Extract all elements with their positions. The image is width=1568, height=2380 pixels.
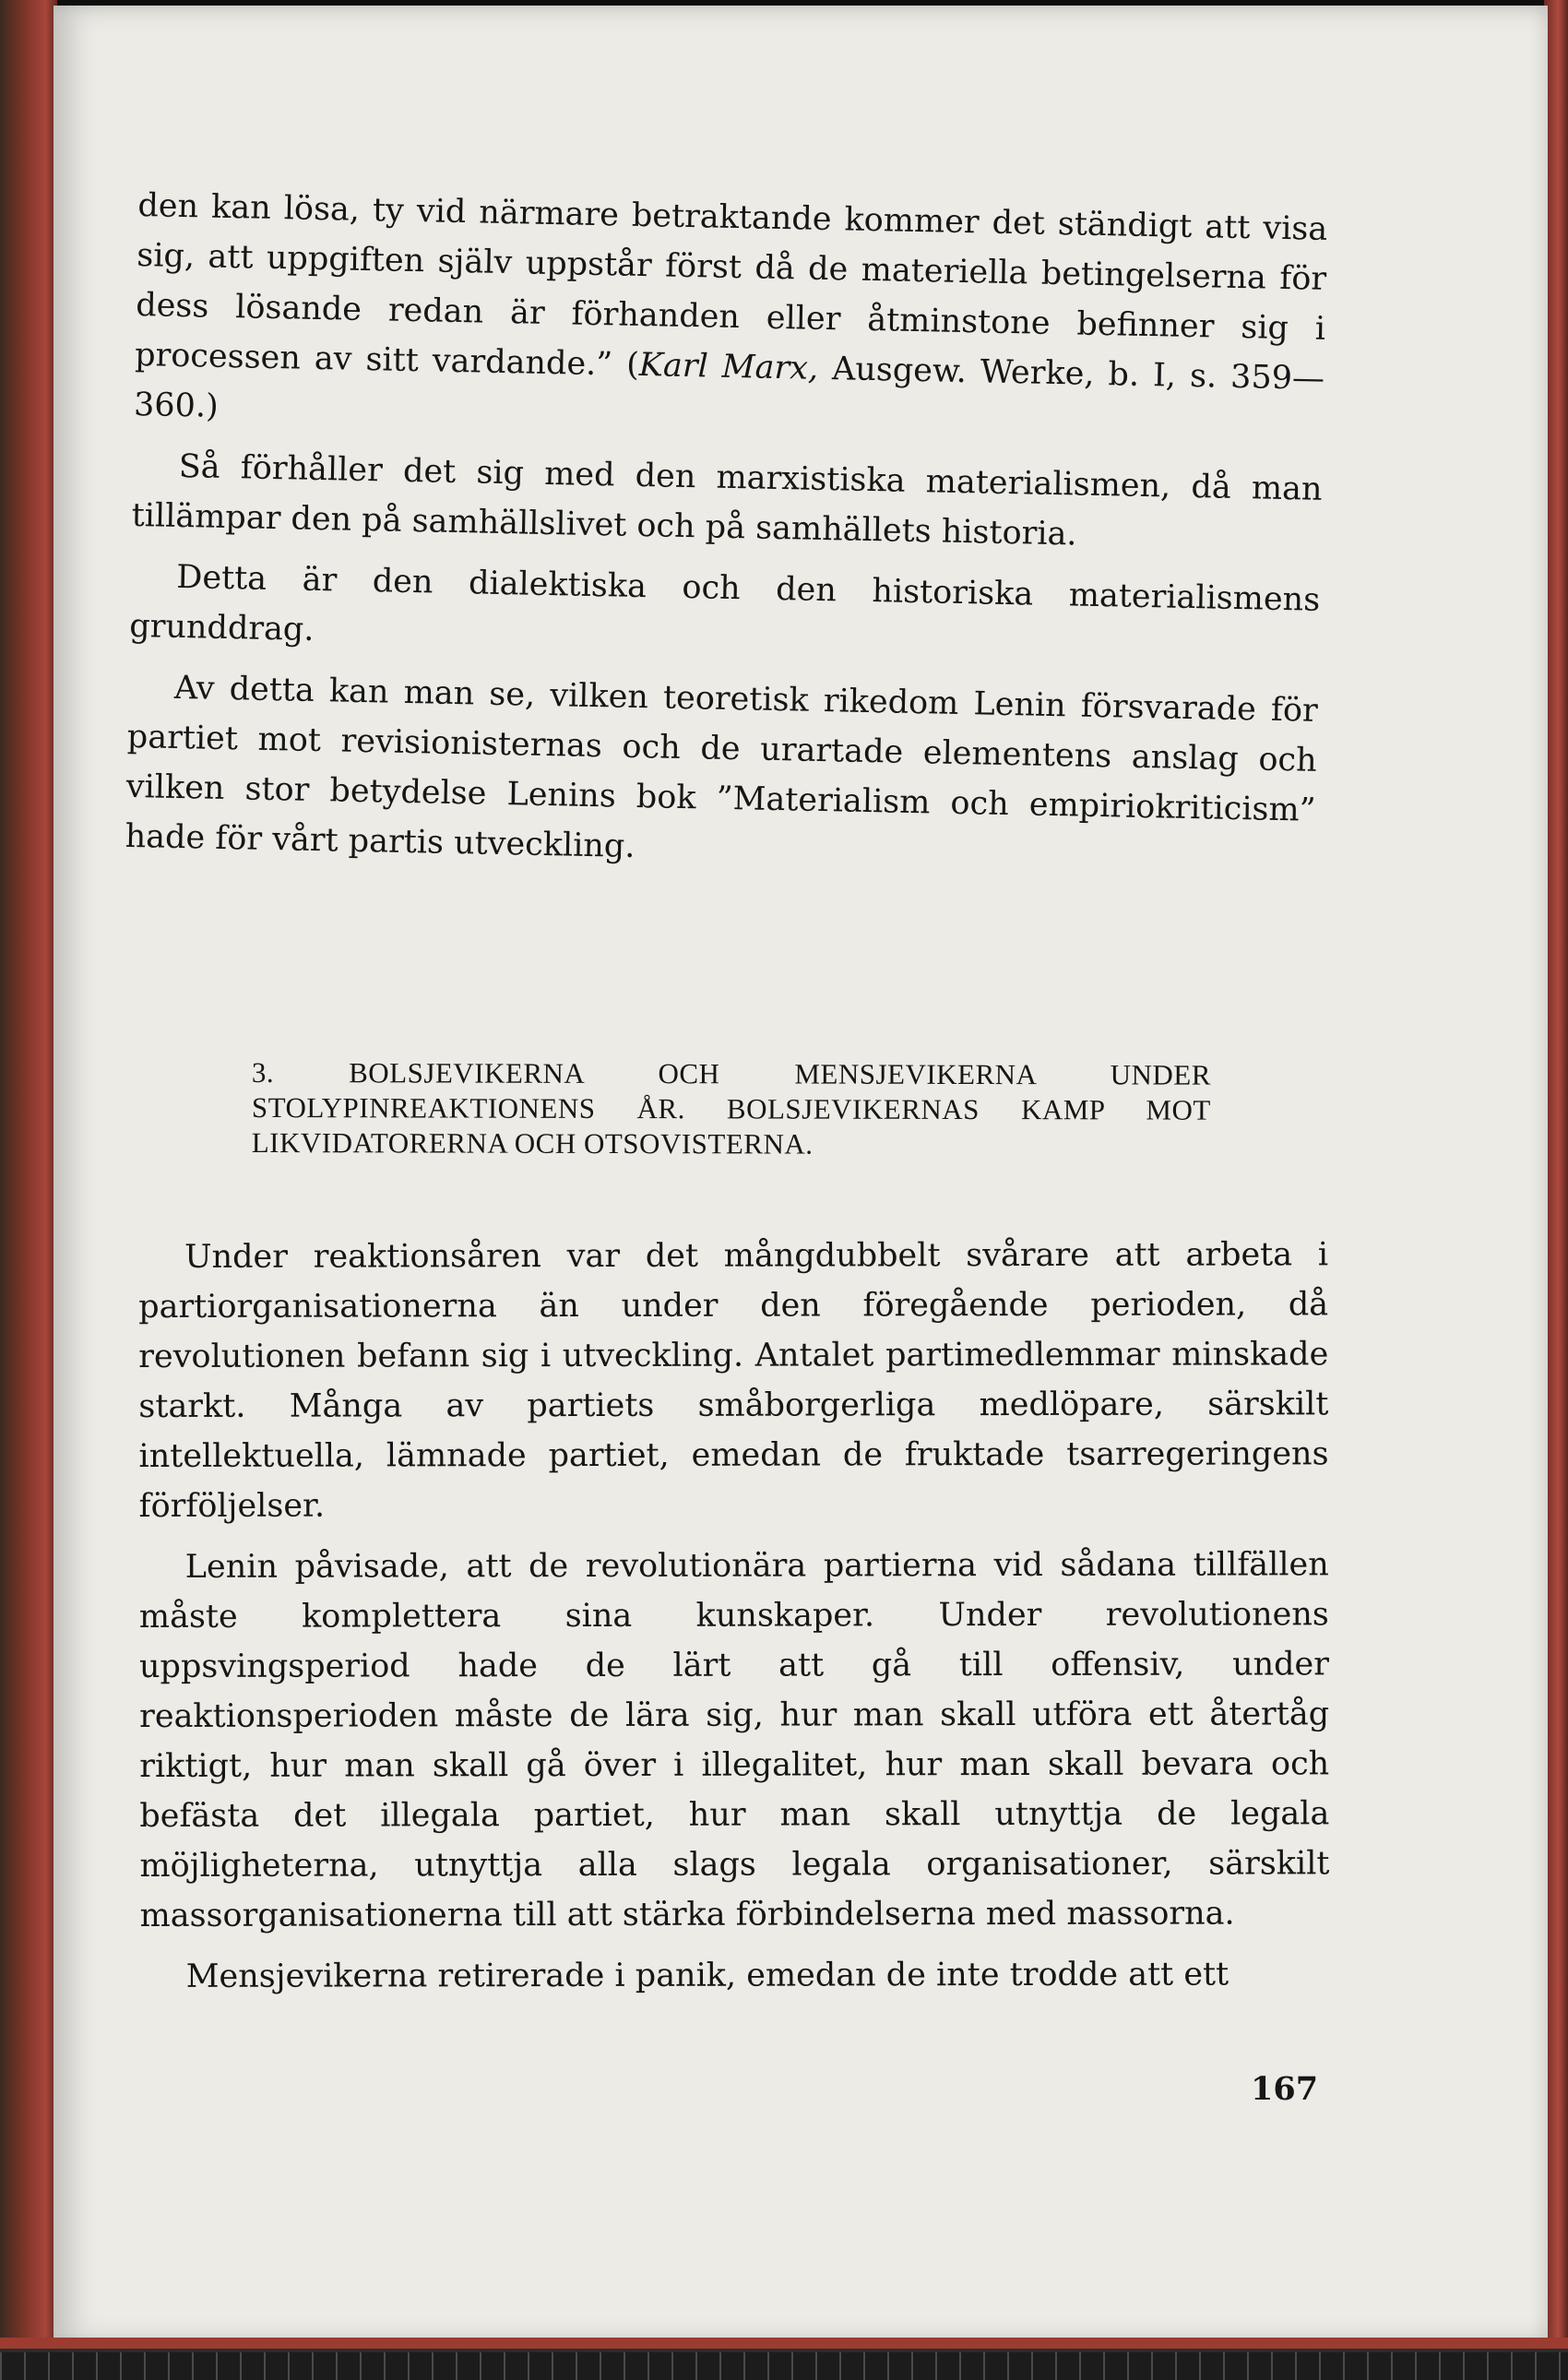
paragraph-main-features: Detta är den dialektiska och den historiska materialismens grunddrag. [128, 558, 1321, 649]
cover-red-line [0, 2338, 1568, 2349]
paragraph-marxist-materialism: Så förhåller det sig med den marxistiska materialismen, då man tillämpar den på samhällslivet och på samhällets historia. [131, 447, 1323, 553]
book-cover-left-edge [0, 0, 57, 2380]
scale-ruler [0, 2352, 1568, 2380]
paragraph-lenin-tasks: Lenin påvisade, att de revolutionära partierna vid sådana tillfällen måste komplettera sina kunskaper. Under revolutionens uppsvingsperiod hade de lärt att gå till offensiv, under reaktionsperioden måste de lära sig, hur man skall utföra ett återtåg riktigt, hur man skall gå över i illegalitet, hur man skall bevara och befästa det illegala partiet, hur man skall utnyttja de legala möjligheterna, utnyttja alla slags legala organisationer, särskilt massorganisationerna till att stärka förbindelserna med massorna. [138, 1546, 1330, 1934]
citation-author: Karl Marx, [638, 346, 819, 387]
bottom-text-block [138, 1230, 1330, 2013]
paragraph-reaction-years: Under reaktionsåren var det mångdubbelt svårare att arbeta i partiorganisationerna än under den föregående perioden, då revolutionen befann sig i utveckling. Antalet partimedlemmar minskade starkt. Många av partiets småborgerliga medlöpare, särskilt intellektuella, lämnade partiet, emedan de fruktade tsarregeringens förföljelser. [138, 1236, 1329, 1525]
page-number: 167 [1251, 2070, 1319, 2108]
paragraph-mensheviks: Mensjevikerna retirerade i panik, emedan de inte trodde att ett [185, 1956, 1229, 1995]
section-heading: 3. BOLSJEVIKERNA OCH MENSJEVIKERNA UNDER STOLYPINREAKTIONENS ÅR. BOLSJEVIKERNAS KAMP MOT LIKVIDATORERNA OCH OTSOVISTERNA. [251, 1056, 1211, 1160]
paragraph-quote-continuation: den kan lösa, ty vid närmare betraktande kommer det ständigt att visa sig, att uppgiften själv uppstår först då de materiella betingelserna för dess lösande redan är förhanden eller åtminstone befinner sig i processen av sitt vardande.” (Karl Marx, Ausgew. Werke, b. I, s. 359—360.) [133, 186, 1328, 425]
book-bottom-edge [0, 2338, 1568, 2380]
top-text-block [125, 181, 1328, 897]
paragraph-lenin-theory: Av detta kan man se, vilken teoretisk rikedom Lenin försvarade för partiet mot revisionisternas och de urartade elementens anslag och vilken stor betydelse Lenins bok ”Materialism och empiriokriticism” hade för vårt partis utveckling. [125, 669, 1319, 865]
